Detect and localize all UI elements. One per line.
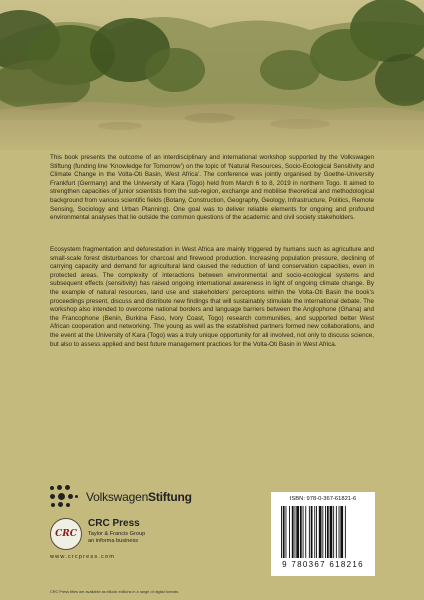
publisher-group: Taylor & Francis Group bbox=[88, 531, 146, 537]
barcode-number: 9 780367 618216 bbox=[282, 560, 364, 569]
crc-press-logo: CRC bbox=[50, 518, 82, 550]
publisher-url: www.crcpress.com bbox=[50, 554, 116, 560]
publisher-tagline: an informa business bbox=[88, 538, 139, 544]
sponsor-name-light: Volkswagen bbox=[86, 490, 149, 504]
publisher-name: CRC Press bbox=[88, 518, 140, 529]
isbn-label: ISBN: 978-0-367-61821-6 bbox=[289, 496, 357, 502]
publisher-block bbox=[50, 518, 240, 578]
sponsor-logo bbox=[50, 484, 250, 510]
description-paragraph-1: This book presents the outcome of an interdisciplinary and international workshop supported by the Volkswagen Stiftung (funding line ‘Knowledge for Tomorrow’) on the topic of ‘Natural Resources, Socio-Ecological Sensitivity and Climate Change in the Volta-Oti Basin, West Africa’. The conference was jointly organised by Goethe-University Frankfurt (Germany) and the University of Kara (Togo) held from March 6 to 8, 2019 in northern Togo. It aimed to strengthen capacities of junior scientists from the sub-region, exchange and mobilise theoretical and methodological background from various scientific fields (Botany, Construction, Geography, Geology, Infrastructure, Politics, Remote Sensing, Sociology and Urban Planning). One goal was to deliver reliable elements for ongoing and profound environmental analyses that lie outside the common questions of the academic and civil society stakeholders. bbox=[50, 154, 374, 222]
barcode-panel bbox=[271, 492, 375, 576]
sponsor-name bbox=[86, 490, 192, 504]
description-paragraph-2: Ecosystem fragmentation and deforestation in West Africa are mainly triggered by humans such as agriculture and small-scale forest disturbances for charcoal and firewood production. Increasing population pressure, declining of carrying capacity and demand for agricultural land caused the reduction of land conservation capacities, even in protected areas. The complexity of interactions between environmental and socio-ecological systems and subsequent effects (sensitivity) has raised ongoing international awareness in light of ongoing climate change. By the example of natural resources, land use and stakeholders’ perceptions within the Volta-Oti Basin the book’s proceedings present, discuss and distribute new findings that will sustainably stimulate the international debate. The workshop also intended to overcome national borders and language barriers between the Anglophone (Ghana) and the Francophone (Benin, Burkina Faso, Ivory Coast, Togo) research communities, and supported better West African cooperation and networking. The young as well as the established partners formed new collaborations, and the event at the University of Kara (Togo) was a truly unique opportunity for all involved, not only to discuss science, but also to assess applied and best future management practices for the Volta-Oti Basin in West Africa. bbox=[50, 246, 374, 348]
sponsor-name-bold: Stiftung bbox=[148, 490, 192, 504]
barcode-icon bbox=[281, 506, 365, 558]
volkswagen-stiftung-dots-icon bbox=[50, 485, 80, 509]
back-cover-content bbox=[0, 146, 424, 600]
ebook-footnote: CRC Press titles are available as eBook editions in a range of digital formats bbox=[50, 590, 179, 594]
